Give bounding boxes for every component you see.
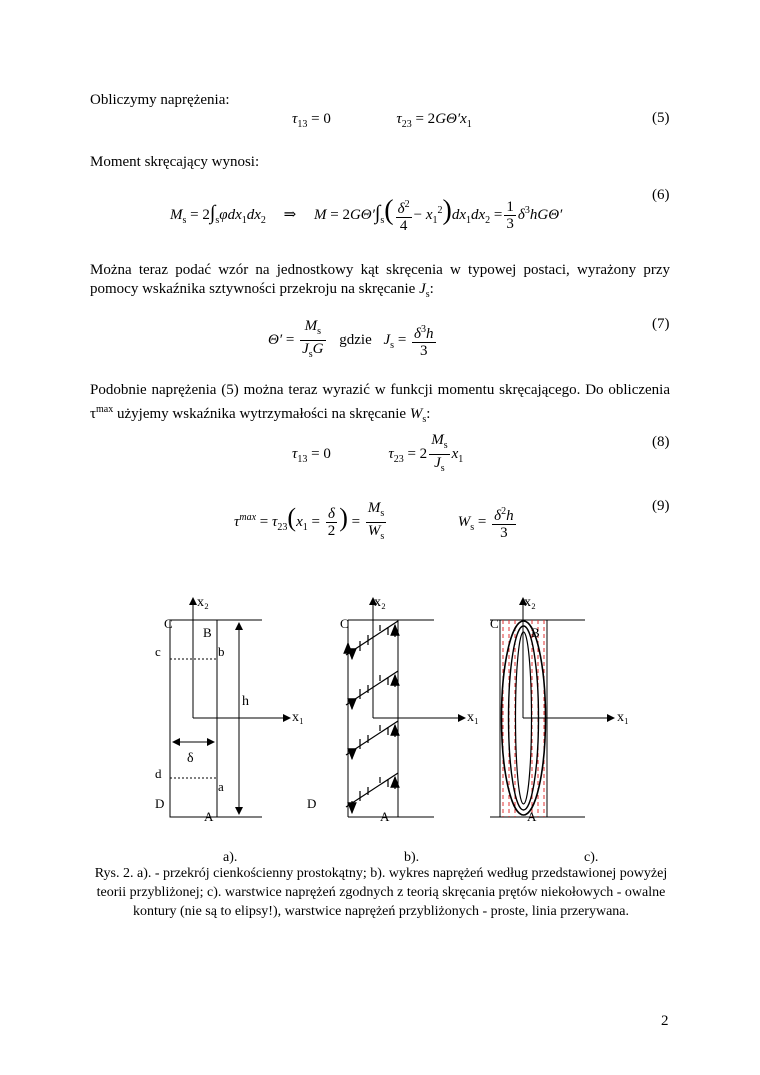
equation-6: $M_s = 2\int_s\varphi dx_1dx_2$ ⇒ $M = 2G\Theta'\int_s$( $\frac{\delta^2}{4}$ − $x_1^2)dx_1dx_2$ = $\frac{1}{3}$ $\delta^3hG\Theta'$ (170, 195, 563, 235)
label-x2-b: x₂ (374, 595, 386, 610)
label-A-b: A (380, 809, 390, 824)
label-delta: δ (187, 751, 194, 766)
label-C-a: C (164, 616, 173, 631)
panel-label-b: b). (404, 850, 420, 865)
strength-symbol: W (409, 406, 423, 422)
label-d: d (155, 766, 162, 781)
label-A-c: A (527, 809, 537, 824)
label-x2-c: x₂ (524, 595, 536, 610)
paragraph-torsion-angle (90, 261, 670, 304)
figure-caption: Rys. 2. a). - przekrój cienkościenny prostokątny; b). wykres naprężeń według przedstawionej powyżej teorii przybliżonej; c). warstwice naprężeń zgodnych z teorią skręcania prętów niekołowych - owalne kontury (nie są to elipsy!), warstwice naprężeń przybliżonych - proste, linia przerywana. (94, 866, 668, 919)
colon-2: : (426, 406, 431, 422)
intro-text-stresses: Obliczymy naprężenia: (90, 92, 230, 108)
equation-8: $\tau_{13} = 0$ $\tau_{23} = 2$ $\frac{M_s}{J_s}$ $x_1$ (292, 432, 464, 475)
paragraph-torsion-angle-text: Można teraz podać wzór na jednostkowy kąt skręcenia w typowej postaci, wyrażony przy pomocy wskaźnika sztywności przekroju na skręcanie (90, 262, 670, 297)
label-c: c (155, 644, 161, 659)
equation-9: $\tau^{max} = \tau_{23}(x_1$ = $\frac{\delta}{2}$ ) = $\frac{M_s}{W_s}$ $W_s$ = $\frac{\delta^2h}{3}$ (234, 500, 514, 543)
equation-number-6: (6) (652, 187, 670, 203)
panel-c-contour-lines (490, 598, 614, 817)
intro-text-moment: Moment skręcający wynosi: (90, 154, 260, 170)
panel-a-section (170, 598, 290, 817)
page-number: 2 (661, 1013, 669, 1029)
paragraph-strength-index-text-2: użyjemy wskaźnika wytrzymałości na skręcanie (113, 406, 407, 422)
colon: : (429, 281, 434, 297)
equation-7: Θ′ = $\frac{M_s}{J_sG}$ gdzie $J_s$ = $\frac{\delta^3h}{3}$ (268, 318, 434, 361)
label-A-a: A (204, 809, 214, 824)
equation-number-7: (7) (652, 316, 670, 332)
tau-max-sup: max (96, 404, 114, 415)
label-D-b: D (307, 796, 317, 811)
gdzie-word: gdzie (339, 332, 372, 348)
label-D-a: D (155, 796, 165, 811)
panel-label-c: c). (584, 850, 599, 865)
label-a: a (218, 779, 224, 794)
panel-b-stress-diagram (346, 598, 465, 817)
label-B-a: B (203, 625, 212, 640)
label-B-c: B (531, 625, 540, 640)
equation-number-5: (5) (652, 110, 670, 126)
equation-number-9: (9) (652, 498, 670, 514)
strength-symbol-sub: s (422, 414, 427, 425)
equation-5: $\tau_{13} = 0$ $\tau_{23} = 2G\Theta'x_1$ (292, 111, 472, 130)
label-C-c: C (490, 616, 499, 631)
label-x1-b: x₁ (467, 710, 479, 725)
stiffness-symbol-sub: s (425, 289, 430, 300)
paragraph-strength-index-text: Podobnie naprężenia (5) można teraz wyrazić w funkcji momentu skręcającego. Do obliczenia τ (90, 382, 670, 422)
label-x1-a: x₁ (292, 710, 304, 725)
label-C-b: C (340, 616, 349, 631)
stiffness-symbol: J (419, 281, 426, 297)
equation-number-8: (8) (652, 434, 670, 450)
panel-label-a: a). (223, 850, 238, 865)
paragraph-strength-index (90, 381, 670, 429)
label-h: h (242, 694, 249, 709)
figure-2 (0, 585, 760, 870)
label-b: b (218, 644, 225, 659)
label-x1-c: x₁ (617, 710, 629, 725)
label-x2-a: x₂ (197, 595, 209, 610)
